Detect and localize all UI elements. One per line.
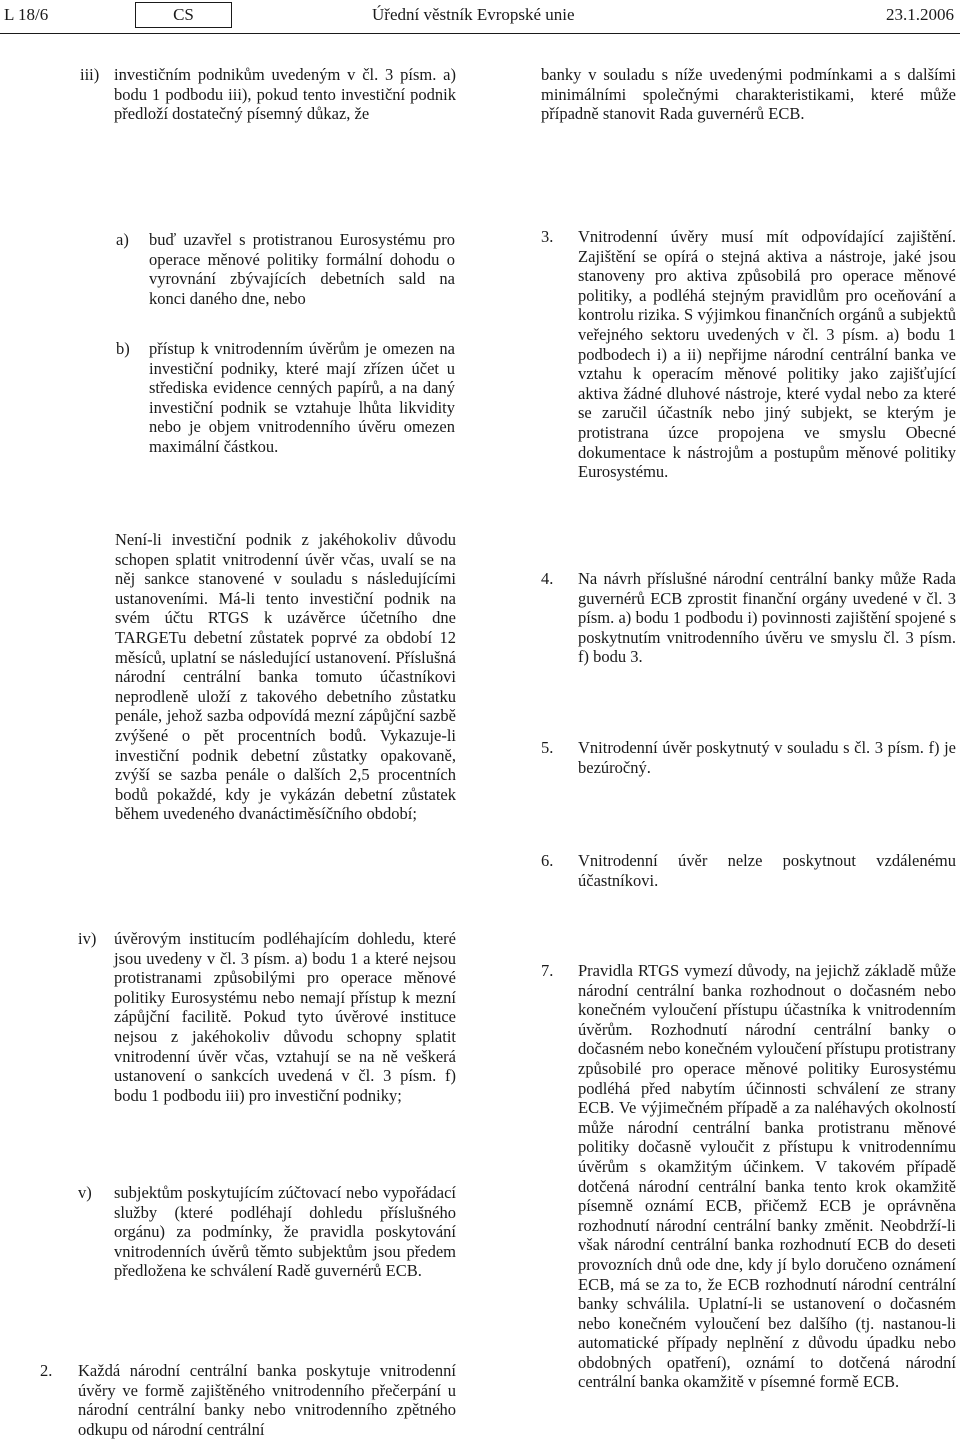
item-v-marker: v) [78, 1183, 92, 1202]
item-a-text: buď uzavřel s protistranou Eurosystému pro operace měnové politiky formální dohodu o vyrovnání zbývajících debetních sald na konci daného dne, nebo [149, 230, 455, 308]
item-iv-marker: iv) [78, 929, 97, 948]
page-header [0, 0, 960, 30]
item-5-text: Vnitrodenní úvěr poskytnutý v souladu s čl. 3 písm. f) je bezúročný. [578, 738, 956, 777]
language-badge: CS [135, 2, 232, 28]
item-2-marker: 2. [40, 1361, 53, 1380]
item-6-text: Vnitrodenní úvěr nelze poskytnout vzdálenému účastníkovi. [578, 851, 956, 890]
item-iii-marker: iii) [80, 65, 100, 84]
item-6-marker: 6. [541, 851, 554, 870]
journal-title: Úřední věstník Evropské unie [372, 5, 575, 24]
item-4-marker: 4. [541, 569, 554, 588]
item-b-text: přístup k vnitrodenním úvěrům je omezen na investiční podniky, které mají zřízen účet u střediska evidence cenných papírů, a na daný investiční podnik se vztahuje lhůta likvidity nebo je objem vnitrodenního úvěru omezen maximální částkou. [149, 339, 455, 456]
item-2-text: Každá národní centrální banka poskytuje vnitrodenní úvěry ve formě zajištěného vnitrodenního přečerpání u národní centrální banky nebo vnitrodenního zpětného odkupu od národní centrální [78, 1361, 456, 1439]
item-iii-text: investičním podnikům uvedeným v čl. 3 písm. a) bodu 1 podbodu iii), pokud tento investiční podnik předloží dostatečný písemný důkaz, že [114, 65, 456, 124]
continuation-paragraph: banky v souladu s níže uvedenými podmínkami a s dalšími minimálními společnými charakteristikami, které může případně stanovit Rada guvernérů ECB. [541, 65, 956, 124]
item-v-text: subjektům poskytujícím zúčtovací nebo vypořádací služby (které podléhají dohledu příslušného orgánu) za podmínky, že pravidla poskytování vnitrodenních úvěrů těmto subjektům jsou předem předložena ke schválení Radě guvernérů ECB. [114, 1183, 456, 1281]
item-a-marker: a) [116, 230, 129, 249]
item-3-text: Vnitrodenní úvěry musí mít odpovídající zajištění. Zajištění se opírá o stejná aktiva a nástroje, jaké jsou stanoveny pro aktiva způsobilá pro operace měnové politiky, a podléhá stejným pravidlům pro oceňování a kontrolu rizika. S výjimkou finančních orgánů a subjektů veřejného sektoru uvedených v čl. 3 písm. a) bodu 1 podbodech i) a ii) nepřijme národní centrální banka ve vztahu k operacím měnové politiky jako zajišťující aktiva žádné dluhové nástroje, které vydal nebo za které se zaručil účastník nebo jiný subjekt, se kterým je protistrana úzce propojena ve smyslu Obecné dokumentace k nástrojům a postupům měnové politiky Eurosystému. [578, 227, 956, 482]
item-iv-text: úvěrovým institucím podléhajícím dohledu, které jsou uvedeny v čl. 3 písm. a) bodu 1 a které nejsou protistranami způsobilými pro operace měnové politiky Eurosystému nebo nemají přístup k mezní zápůjční facilitě. Pokud tyto úvěrové instituce nejsou z jakéhokoliv důvodu schopny splatit vnitrodenní úvěr včas, vztahují se na ně veškerá ustanovení o sankcích uvedená v čl. 3 písm. f) bodu 1 podbodu iii) pro investiční podniky; [114, 929, 456, 1105]
header-rule [0, 33, 960, 34]
item-3-marker: 3. [541, 227, 554, 246]
item-7-text: Pravidla RTGS vymezí důvody, na jejichž základě může národní centrální banka rozhodnout o dočasném nebo konečném vyloučení přístupu účastníka k vnitrodenním úvěrům. Rozhodnutí národní centrální banky o dočasném nebo konečném vyloučení přístupu protistrany způsobilé pro operace měnové politiky Eurosystému podléhá před nabytím účinnosti schválení ze strany ECB. Ve výjimečném případě a za naléhavých okolností může národní centrální banka protistranu měnové politiky dočasně vyloučit z přístupu k vnitrodennímu úvěrům s okamžitým účinkem. V takovém případě dotčená národní centrální banka tento krok okamžitě písemně oznámí ECB, přičemž ECB je oprávněna rozhodnutí národní centrální banky změnit. Neobdrží-li však národní centrální banka rozhodnutí ECB do deseti provozních dnů ode dne, kdy jí bylo doručeno oznámení ECB, má se za to, že ECB rozhodnutí národní centrální banky schválila. Uplatní-li se ustanovení o dočasném nebo konečném vyloučení bez dalšího (tj. nastanou-li automatické případy neplnění z důvodu úpadku nebo obdobných opatření), oznámí to dotčená národní centrální banka okamžitě v písemné formě ECB. [578, 961, 956, 1392]
publication-date: 23.1.2006 [886, 5, 954, 24]
item-5-marker: 5. [541, 738, 554, 757]
item-4-text: Na návrh příslušné národní centrální banky může Rada guvernérů ECB zprostit finanční orgány uvedené v čl. 3 písm. a) bodu 1 podbodu i) povinnosti zajištění spojené s poskytnutím vnitrodenního úvěru ve smyslu čl. 3 písm. f) bodu 3. [578, 569, 956, 667]
page-reference: L 18/6 [4, 5, 49, 24]
sanctions-paragraph: Není-li investiční podnik z jakéhokoliv důvodu schopen splatit vnitrodenní úvěr včas, uvalí se na něj sankce stanovené v souladu s následujícími ustanoveními. Má-li tento investiční podnik na svém účtu RTGS k uzávěrce účetního dne TARGETu debetní zůstatek poprvé za období 12 měsíců, uplatní se následující ustanovení. Příslušná národní centrální banka tomuto účastníkovi neprodleně uloží z takového debetního zůstatku penále, jehož sazba odpovídá mezní zápůjční sazbě zvýšené o pět procentních bodů. Vykazuje-li investiční podnik debetní zůstatky opakovaně, zvýší se sazba penále o dalších 2,5 procentních bodů pokaždé, kdy je vykázán debetní zůstatek během uvedeného dvanáctiměsíčního období; [115, 530, 456, 824]
item-7-marker: 7. [541, 961, 554, 980]
item-b-marker: b) [116, 339, 130, 358]
